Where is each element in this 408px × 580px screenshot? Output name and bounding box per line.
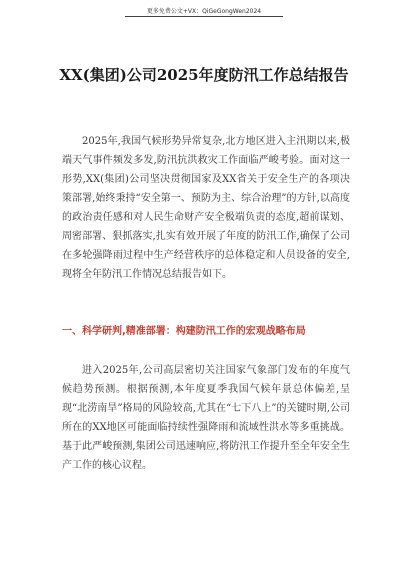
paragraph-section-1: 进入2025年,公司高层密切关注国家气象部门发布的年度气候趋势预测。根据预测,本年度夏季我国气候年景总体偏差,呈现“北涝南旱”格局的风险较高,尤其在“七下八上”的关键时期,公司所在的XX地区可能面临持续性强降雨和流域性洪水等多重挑战。基于此严峻预测,集团公司迅速响应,将防汛工作提升至全年安全生产工作的核心议程。 <box>62 365 350 471</box>
paragraph-intro: 2025年,我国气候形势异常复杂,北方地区进入主汛期以来,极端天气事件频发多发,防汛抗洪救灾工作面临严峻考验。面对这一形势,XX(集团)公司坚决贯彻国家及XX省关于安全生产的各项决策部署,始终秉持“安全第一、预防为主、综合治理”的方针,以高度的政治责任感和对人民生命财产安全极端负责的态度,超前谋划、周密部署、狠抓落实,扎实有效开展了年度的防汛工作,确保了公司在多轮强降雨过程中生产经营秩序的总体稳定和人员设备的安全,现将全年防汛工作情况总结报告如下。 <box>62 136 350 280</box>
document-title: XX(集团)公司2025年度防汛工作总结报告 <box>59 66 349 84</box>
section-heading-1: 一、科学研判,精准部署：构建防汛工作的宏观战略布局 <box>62 326 306 337</box>
header-note: 更多免费公文+VX：QiGeGongWen2024 <box>146 8 262 15</box>
header-divider <box>125 16 283 17</box>
